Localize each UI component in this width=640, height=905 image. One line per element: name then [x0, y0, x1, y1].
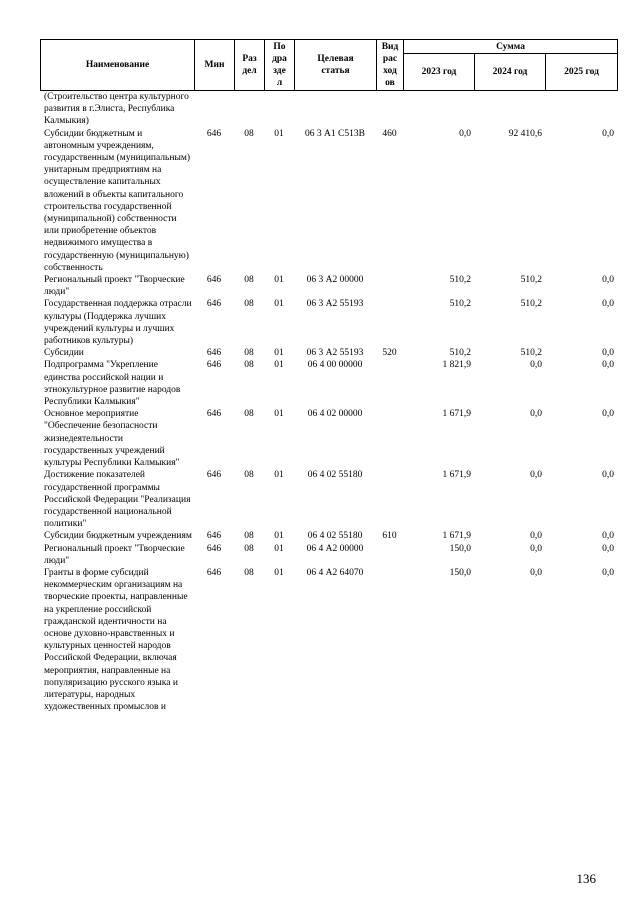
- row-vid: 610: [382, 531, 397, 542]
- row-sum-2023: 1 671,9: [442, 409, 471, 420]
- row-razdel: 08: [244, 543, 254, 554]
- row-target: 06 3 А2 00000: [306, 275, 364, 286]
- row-podrazdel: 01: [274, 128, 284, 139]
- row-vid: [376, 298, 403, 347]
- table-row: [40, 469, 617, 530]
- header-2023: 2023 год: [404, 54, 475, 91]
- row-min: 646: [206, 348, 222, 359]
- row-name: Гранты в форме субсидий некоммерческим организациям на творческие проекты, направленные на укрепление российской гражданской идентичности на основе духовно-нравственных и культурных ценностей народов Российской Федерации, включая мероприятия, направленные на популяризацию русского языка и литературы, народных художественных промыслов и: [44, 567, 188, 713]
- row-min: 646: [206, 360, 222, 371]
- row-razdel: 08: [244, 275, 254, 286]
- row-sum-2025: 0,0: [602, 360, 614, 371]
- row-podrazdel: 01: [274, 360, 284, 371]
- row-min: 646: [206, 543, 222, 554]
- row-razdel: 08: [244, 567, 254, 578]
- page-number: 136: [576, 871, 596, 886]
- row-sum-2024: 0,0: [530, 567, 542, 578]
- row-sum-2023: 510,2: [449, 275, 471, 286]
- row-sum-2023: 150,0: [449, 567, 471, 578]
- table-body: [40, 91, 617, 713]
- row-sum-2023: [403, 91, 474, 128]
- row-sum-2025: 0,0: [602, 275, 614, 286]
- row-target: 06 3 А2 55193: [306, 348, 364, 359]
- row-name: Региональный проект "Творческие люди": [44, 543, 185, 566]
- row-sum-2025: 0,0: [602, 531, 614, 542]
- row-target: [294, 91, 376, 128]
- row-sum-2023: 150,0: [449, 543, 471, 554]
- row-sum-2025: 0,0: [602, 470, 614, 481]
- table-row: [40, 91, 617, 128]
- row-sum-2024: [474, 91, 545, 128]
- row-podrazdel: 01: [274, 348, 284, 359]
- row-sum-2023: 1 671,9: [442, 470, 471, 481]
- row-sum-2024: 510,2: [520, 299, 542, 310]
- row-min: 646: [206, 567, 222, 578]
- row-vid: [376, 567, 403, 713]
- row-sum-2025: [545, 91, 617, 128]
- row-sum-2025: 0,0: [602, 567, 614, 578]
- header-2025: 2025 год: [546, 54, 618, 91]
- row-name: Государственная поддержка отрасли культуры (Поддержка лучших учреждений культуры и лучших работников культуры): [44, 299, 192, 347]
- row-vid: [376, 359, 403, 408]
- row-sum-2023: 1 821,9: [442, 360, 471, 371]
- row-name: (Строительство центра культурного развития в г.Элиста, Республика Калмыкия): [44, 92, 189, 127]
- row-name: Подпрограмма "Укрепление единства российской нации и этнокультурное развитие народов Республики Калмыкия": [44, 360, 181, 408]
- row-name: Субсидии: [44, 348, 84, 359]
- row-podrazdel: 01: [274, 567, 284, 578]
- row-name: Субсидии бюджетным и автономным учреждениям, государственным (муниципальным) унитарным предприятиям на осуществление капитальных вложений в объекты капитального строительства государственной (муниципальной) собственности или приобретение объектов недвижимого имущества в государственную (муниципальную) собственность: [44, 128, 191, 273]
- row-min: 646: [206, 275, 222, 286]
- row-razdel: 08: [244, 299, 254, 310]
- table-row: [40, 298, 617, 347]
- header-target: Целевая статья: [295, 40, 377, 91]
- row-target: 06 4 02 55180: [307, 470, 363, 481]
- row-sum-2025: 0,0: [602, 543, 614, 554]
- row-vid: [376, 408, 403, 469]
- table-row: [40, 128, 617, 274]
- table-row: [40, 567, 617, 713]
- row-sum-2024: 0,0: [530, 543, 542, 554]
- row-razdel: 08: [244, 470, 254, 481]
- row-vid: [376, 543, 403, 567]
- row-razdel: 08: [244, 128, 254, 139]
- header-sum: Сумма: [404, 40, 618, 54]
- row-target: 06 4 А2 64070: [306, 567, 364, 578]
- row-sum-2024: 0,0: [530, 531, 542, 542]
- row-vid: [376, 274, 403, 298]
- row-sum-2024: 510,2: [520, 348, 542, 359]
- row-target: 06 4 00 00000: [307, 360, 363, 371]
- row-podrazdel: [264, 91, 294, 128]
- row-vid: [376, 91, 403, 128]
- row-min: 646: [206, 531, 222, 542]
- row-sum-2025: 0,0: [602, 128, 614, 139]
- row-min: 646: [206, 470, 222, 481]
- row-vid: 460: [382, 128, 397, 139]
- row-name: Субсидии бюджетным учреждениям: [44, 531, 192, 542]
- row-razdel: [234, 91, 264, 128]
- row-min: 646: [206, 128, 222, 139]
- header-vid: Вид рас ход ов: [377, 40, 404, 91]
- row-sum-2024: 92 410,6: [508, 128, 542, 139]
- row-podrazdel: 01: [274, 275, 284, 286]
- row-sum-2024: 0,0: [530, 409, 542, 420]
- row-vid: 520: [382, 348, 397, 359]
- row-podrazdel: 01: [274, 409, 284, 420]
- row-vid: [376, 469, 403, 530]
- table-row: [40, 543, 617, 567]
- row-name: Региональный проект "Творческие люди": [44, 275, 185, 298]
- row-razdel: 08: [244, 348, 254, 359]
- row-sum-2024: 0,0: [530, 470, 542, 481]
- row-razdel: 08: [244, 531, 254, 542]
- header-podrazdel: По дра зде л: [265, 40, 295, 91]
- row-sum-2023: 510,2: [449, 348, 471, 359]
- row-podrazdel: 01: [274, 543, 284, 554]
- row-razdel: 08: [244, 360, 254, 371]
- row-sum-2025: 0,0: [602, 299, 614, 310]
- header-name: Наименование: [41, 40, 195, 91]
- table-row: [40, 530, 617, 542]
- row-razdel: 08: [244, 409, 254, 420]
- row-sum-2023: 510,2: [449, 299, 471, 310]
- row-target: 06 4 02 00000: [307, 409, 363, 420]
- row-target: 06 3 А1 С513В: [305, 128, 365, 139]
- row-target: 06 3 А2 55193: [306, 299, 364, 310]
- row-sum-2024: 510,2: [520, 275, 542, 286]
- row-podrazdel: 01: [274, 299, 284, 310]
- table-row: [40, 347, 617, 359]
- table-row: [40, 274, 617, 298]
- budget-table: [40, 91, 617, 713]
- table-row: [40, 408, 617, 469]
- row-min: [194, 91, 234, 128]
- row-sum-2023: 1 671,9: [442, 531, 471, 542]
- row-min: 646: [206, 299, 222, 310]
- header-min: Мин: [195, 40, 235, 91]
- row-name: Достижение показателей государственной программы Российской Федерации "Реализация государственной национальной политики": [44, 470, 191, 530]
- row-name: Основное мероприятие "Обеспечение безопасности жизнедеятельности государственных учреждений культуры Республики Калмыкия": [44, 409, 180, 469]
- row-sum-2025: 0,0: [602, 348, 614, 359]
- row-target: 06 4 А2 00000: [306, 543, 364, 554]
- row-podrazdel: 01: [274, 470, 284, 481]
- row-sum-2023: 0,0: [459, 128, 471, 139]
- table-header: [40, 39, 618, 91]
- header-2024: 2024 год: [475, 54, 546, 91]
- row-podrazdel: 01: [274, 531, 284, 542]
- table-row: [40, 359, 617, 408]
- row-target: 06 4 02 55180: [307, 531, 363, 542]
- row-sum-2024: 0,0: [530, 360, 542, 371]
- header-razdel: Раз дел: [235, 40, 265, 91]
- row-min: 646: [206, 409, 222, 420]
- row-sum-2025: 0,0: [602, 409, 614, 420]
